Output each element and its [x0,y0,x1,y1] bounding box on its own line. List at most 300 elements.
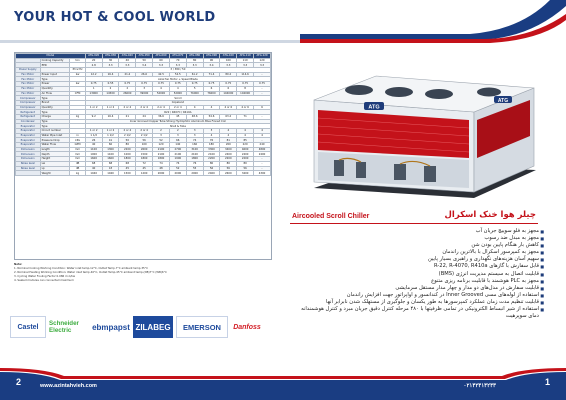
spec-col-header: ATG-060 [153,54,170,59]
spec-label: Water Flow [40,143,70,148]
spec-value: 1500 [119,171,136,176]
spec-col-header: ATG-040 [119,54,136,59]
spec-value: 4 [220,133,237,138]
spec-value: 240 [254,143,271,148]
spec-group: Dimension [16,157,41,162]
spec-value: 48.6 [186,114,203,119]
spec-value: 26 [85,138,102,143]
spec-group: Dimension [16,147,41,152]
spec-value: 14500 [102,91,119,96]
spec-value: 160 [186,143,203,148]
spec-value: 3.3 [169,63,186,68]
spec-unit: dB [70,161,85,166]
spec-label: Type [40,124,70,129]
feature-item: ■ کاهش بار هنگام پایین بودن شن [296,242,544,249]
spec-value: 30 [102,58,119,63]
spec-value: 72 [136,161,153,166]
spec-value: 90 [203,58,220,63]
header-swoosh [300,0,566,44]
feature-item: ■ سهیم آسان هزینه‌های نگهداری و راهبری بسیار پایین [296,256,544,263]
spec-value: 100 [136,143,153,148]
spec-value: 56 [237,166,254,171]
spec-value: 2 [119,86,136,91]
spec-value: 2 or 4 [136,129,153,134]
spec-value: Copeland [85,100,270,105]
spec-value: 3.3 [254,63,271,68]
spec-value: 2100 [153,152,170,157]
spec-group: Power Supply [16,68,41,73]
spec-value: Shell & Tube [85,124,270,129]
spec-value: 41 [102,138,119,143]
spec-value: 16.4 [102,72,119,77]
spec-value: 12.2 [85,72,102,77]
spec-group [16,171,41,176]
spec-value: 63.2 [220,114,237,119]
spec-group: Evaporator [16,133,41,138]
spec-value: 4 [254,133,271,138]
spec-value: 50 [136,58,153,63]
spec-group: Dimension [16,152,41,157]
spec-value: 1800 [119,157,136,162]
spec-value: 1 or 2 [85,129,102,134]
spec-value: 1100 [85,147,102,152]
spec-value: 4 [237,129,254,134]
spec-value: 3400 [237,171,254,176]
spec-value: 54.6 [203,114,220,119]
spec-value: 76000 [203,91,220,96]
spec-value: - [254,86,271,91]
spec-value: 3 / 380 / 50 [85,68,270,73]
spec-value: 3 [136,86,153,91]
spec-unit: ton [70,58,85,63]
spec-value: 1200 [136,171,153,176]
spec-group: Fan Motor [16,86,41,91]
spec-value: 120 [153,143,170,148]
spec-col-header: ATG-050 [136,54,153,59]
spec-value: 1300 [102,147,119,152]
spec-value: Axial fan Motor + Speed Blade [85,77,270,82]
spec-value: 21 [119,114,136,119]
spec-unit: mm [70,147,85,152]
spec-value: 45 [119,166,136,171]
spec-value: 39000 [136,91,153,96]
footer-phone: ۰۲۱۴۲۴۱۴۲۴۳ [463,383,496,389]
spec-value: 0.55 [102,82,119,87]
note-line: 3. Cycling Water Fouling Factor 0.086 m.C/kw [14,274,76,278]
spec-value: 2000 [169,171,186,176]
spec-label: Type [40,110,70,115]
spec-value: 2200 [220,157,237,162]
spec-value: 3.3 [186,63,203,68]
spec-value: 1800 [186,157,203,162]
spec-group: Evaporator [16,143,41,148]
feature-list [296,228,544,320]
spec-value: 4 or 6 [220,105,237,110]
spec-value: 4 [203,133,220,138]
spec-value: - [254,72,271,77]
spec-value: 1800 [136,157,153,162]
spec-value: 3.3 [102,63,119,68]
spec-value: 2 1/2 [136,133,153,138]
ebmpapst-logo: ebmpapst [92,316,130,338]
spec-group: Fan Motor [16,77,41,82]
spec-value: 104000 [237,91,254,96]
spec-value: 4 or 6 [237,105,254,110]
spec-label: Power Input [40,72,70,77]
page-number-right: 1 [544,377,550,387]
atg-badge-right: ATG [497,98,509,104]
feature-item: ■ استفاده از لوله‌های مسی Inner Grooved در کندانسور و اواپراتور جهت افزایش راندمان [296,292,544,299]
spec-value: 4600 [237,147,254,152]
spec-group: Evaporator [16,129,41,134]
spec-value: 3400 [220,147,237,152]
spec-value: 140 [169,143,186,148]
spec-value: 1900 [169,157,186,162]
spec-value: 2100 [153,147,170,152]
spec-value: 0.75 [119,82,136,87]
spec-value: 2600 [220,171,237,176]
spec-value: Inner Grooved Copper Tube Strong Hydrophilic Aluminum Blue Finned Coil [85,119,270,124]
spec-value: R22 / R407C / R410A [85,110,270,115]
feature-item: ■ مجهز به PLC هوشمند با قابلیت برنامه ریزی متنوع [296,278,544,285]
spec-value: 0.75 [203,82,220,87]
spec-value: 2 [102,86,119,91]
spec-value: 104000 [220,91,237,96]
spec-value: 8 [237,86,254,91]
spec-value: 40 [119,58,136,63]
spec-value: - [254,138,271,143]
spec-group: Noise level [16,161,41,166]
spec-label: length [40,147,70,152]
spec-value: 1040 [85,171,102,176]
spec-value: 9.2 [85,114,102,119]
spec-value: 220 [237,143,254,148]
spec-label: Height [40,157,70,162]
spec-value: 3.3 [119,63,136,68]
spec-value: 52 [169,166,186,171]
spec-value: 3300 [203,147,220,152]
spec-value: 1600 [102,157,119,162]
spec-value: 61.2 [186,72,203,77]
product-title-fa: چیلر هوا خنک اسکرال [444,210,536,220]
spec-label: Circuit number [40,129,70,134]
spec-value: 76 [203,138,220,143]
spec-value: 43 [102,166,119,171]
spec-value: - [254,91,271,96]
spec-value: 1 or 2 [102,129,119,134]
spec-col-header: ATG-100 [220,54,237,59]
spec-label: Type [40,77,70,82]
spec-value: 2 [169,129,186,134]
spec-group: Evaporator [16,124,41,129]
spec-value: 70 [169,58,186,63]
spec-value: 50 [119,138,136,143]
feature-item: ■ قابلیت سفارش در مدل‌های دو مدار و چهار مدار مستقل سرمایشی [296,285,544,292]
spec-unit: mm [70,152,85,157]
spec-value: 13000 [85,91,102,96]
spec-value: 0.75 [169,82,186,87]
spec-value: 74 [186,138,203,143]
spec-value: 1600 [85,157,102,162]
spec-unit: kg [70,114,85,119]
spec-value: 4 [220,129,237,134]
spec-value: 40 [85,166,102,171]
spec-value: 4 [254,129,271,134]
spec-value: 6 [254,105,271,110]
spec-col-header: ATG-020 [85,54,102,59]
spec-col-header: ATG-110 [237,54,254,59]
spec-value: 1000 [85,152,102,157]
spec-value: 2 or 4 [136,105,153,110]
spec-group: Condenser [16,119,41,124]
spec-value: 2100 [186,152,203,157]
spec-value: 1 [85,86,102,91]
spec-value: 2 or 4 [169,105,186,110]
spec-value: 0.75 [186,82,203,87]
spec-value: 2200 [119,147,136,152]
spec-value: 55 [186,166,203,171]
spec-value: 3100 [186,147,203,152]
spec-unit: dB [70,166,85,171]
spec-value: 40 [85,143,102,148]
spec-value: 52000 [169,91,186,96]
spec-value: 74 [169,161,186,166]
spec-value: 26.6 [136,72,153,77]
spec-table [14,52,272,260]
spec-label: Weight [40,171,70,176]
spec-value: 52000 [153,91,170,96]
spec-value: 16.4 [102,114,119,119]
note-line: 1. Nominal Cooling Working Condition: Water inlet temp.12°C, Outlet Temp.7°C ambient temp.35°C [14,266,148,270]
spec-value: 120 [254,58,271,63]
spec-value: 60 [102,143,119,148]
page-number-left: 2 [16,377,22,387]
note-line: 2. Nominal Heating Working Condition: Water inlet temp.40°C, Outlet Temp.45°C ambient temp.(DB)7°C (WB)6°C [14,270,167,274]
spec-label: Water Pipe Inlet [40,133,70,138]
spec-value: 2600 [136,147,153,152]
spec-label: Type [40,119,70,124]
spec-value: 2100 [203,152,220,157]
spec-value: 4 [169,86,186,91]
feature-item: ■ قابلیت اتصال به سیستم مدیریت انرژی (BMS) [296,271,544,278]
spec-value: 1100 [102,152,119,157]
header-stripe [0,40,300,43]
spec-label: EER [40,63,70,68]
spec-value: 2700 [169,147,186,152]
spec-label: Brand [40,100,70,105]
spec-value: 1800 [153,157,170,162]
spec-value: 48 [153,166,170,171]
spec-value: 2100 [169,152,186,157]
spec-value: 3 [186,133,203,138]
atg-badge-left: ATG [368,104,380,111]
spec-label: Power [40,82,70,87]
spec-value: 74 [153,161,170,166]
note-line: 4. Sealed modules can connected maximum [14,278,74,282]
spec-value: 2 or 4 [119,105,136,110]
spec-value: 1000 [119,152,136,157]
spec-value: Scroll [85,96,270,101]
spec-value: 80 [186,58,203,63]
spec-value: 4800 [254,147,271,152]
spec-row [16,171,271,176]
spec-value: 1 or 2 [85,105,102,110]
emerson-logo: EMERSON [176,316,228,338]
spec-value: 200 [220,143,237,148]
spec-value: 52 [153,138,170,143]
header-band [0,0,566,44]
spec-value: 3.3 [153,63,170,68]
spec-value: 68 [85,161,102,166]
spec-value: 3.3 [237,63,254,68]
spec-value: 3.4 [203,63,220,68]
spec-value: 66 [169,138,186,143]
spec-value: 20 [85,58,102,63]
spec-label: Pressure Drop [40,138,70,143]
spec-value: 3.4 [136,63,153,68]
spec-group: Compressor [16,105,41,110]
spec-value: 45 [169,114,186,119]
spec-value: 2400 [254,152,271,157]
product-photo [284,52,554,202]
chiller-illustration [304,60,544,200]
feature-item: ■ استفاده از شیر انبساط الکترونیکی در تمامی ظرفیتها با ۴۸۰ مرحله کنترل دقیق جریان مبرد و کنترل هوشمندانه دمای سوپرهیت [296,306,544,320]
spec-value: 2000 [186,171,203,176]
spec-value: 71.4 [203,72,220,77]
spec-col-model: Model [16,54,86,59]
spec-label: Quantity [40,105,70,110]
spec-value: 4 [186,105,203,110]
spec-group: Noise level [16,166,41,171]
spec-value: 2 [153,129,170,134]
feature-item: ■ قابل سفارش با گازهای R-22, R-4070, R410a [296,263,544,270]
spec-value: 180 [203,143,220,148]
spec-value: 3 [203,129,220,134]
spec-unit: kg [70,171,85,176]
spec-value: 80 [119,143,136,148]
spec-label: Type [40,96,70,101]
spec-value: 114.6 [237,72,254,77]
spec-value: 21.4 [119,72,136,77]
spec-value: 1500 [136,152,153,157]
spec-value: - [254,166,271,171]
spec-label: Quantity [40,86,70,91]
feature-item: ■ مجهز به فلو سوییچ جریان آب [296,228,544,235]
spec-value: 80 [237,161,254,166]
spec-value: 6 [220,86,237,91]
spec-value: 5 [186,86,203,91]
spec-group: Refrigerant [16,110,41,115]
feature-item: ■ مجهز به مبدل ضد رسوب [296,235,544,242]
spec-value: 81 [220,138,237,143]
spec-value: 76 [186,161,203,166]
spec-value: 3 [169,133,186,138]
spec-value: 2400 [203,171,220,176]
notes [14,262,272,282]
spec-value: 0.75 [136,82,153,87]
spec-col-header: ATG-090 [203,54,220,59]
spec-value: 80 [203,161,220,166]
castel-logo: Castel [10,316,46,338]
zilabeg-logo: ZILABEG [133,316,173,338]
spec-value: 4 [203,105,220,110]
spec-value: 68 [119,161,136,166]
spec-value: 80 [220,161,237,166]
spec-value: 3 [186,129,203,134]
spec-group: Fan Motor [16,91,41,96]
spec-value: 2200 [237,157,254,162]
schneider-logo: Schneider Electric [49,316,89,338]
spec-label: Lp [40,166,70,171]
spec-value: 0.75 [153,82,170,87]
spec-value: 0.75 [237,82,254,87]
spec-value: 52.5 [169,72,186,77]
spec-col-header: ATG-120 [254,54,271,59]
spec-value: 1 or 2 [102,105,119,110]
partner-logos [10,312,272,342]
spec-value: 2200 [203,157,220,162]
spec-group: Evaporator [16,138,41,143]
feature-item: ■ قابلیت تنظیم مدت زمان عملکرد کمپرسورها به طور یکسان و جلوگیری از مستهلک شدن نابرابر آنها [296,299,544,306]
spec-group: Refrigerant [16,114,41,119]
spec-value: 42.5 [153,72,170,77]
spec-value: 24 [136,114,153,119]
spec-value: 2400 [220,152,237,157]
spec-group: Compressor [16,100,41,105]
spec-unit: kw [70,82,85,87]
spec-value: 1 1/2 [102,133,119,138]
spec-value: 0.75 [85,82,102,87]
footer-website[interactable]: www.azintahvieh.com [40,383,97,389]
spec-unit: kw [70,72,85,77]
spec-value: 6 [203,86,220,91]
spec-value: 2090 [153,171,170,176]
spec-label: Depth [40,152,70,157]
spec-value: 26000 [119,91,136,96]
spec-col-header: ATG-070 [169,54,186,59]
spec-value: 4 [153,86,170,91]
spec-value: - [254,161,271,166]
spec-value: 2 or 4 [153,105,170,110]
spec-col-header: ATG-030 [102,54,119,59]
spec-value: 36.6 [153,114,170,119]
spec-value: 56 [220,166,237,171]
spec-value: 0.75 [220,82,237,87]
spec-value: 3 [153,133,170,138]
spec-unit: GPM [70,143,85,148]
spec-value: 76000 [186,91,203,96]
spec-value: 1040 [102,171,119,176]
product-title-en: Aircooled Scroll Chiller [292,213,370,220]
spec-unit: mm [70,157,85,162]
spec-value: 80.2 [220,72,237,77]
notes-title: Note: [14,262,23,266]
feature-item: ■ مجهز به کمپرسور اسکرال با بالاترین راندمان [296,249,544,256]
spec-value: 2400 [237,152,254,157]
spec-unit: CFM [70,91,85,96]
spec-value: 1 1/2 [85,133,102,138]
spec-value: 4 [237,133,254,138]
spec-value: 3.3 [220,63,237,68]
danfoss-logo: Danfoss [231,316,263,338]
spec-body [16,58,271,175]
spec-value: 60 [153,58,170,63]
title-divider [290,223,538,224]
spec-label: Charge [40,114,70,119]
spec-unit: in [70,133,85,138]
spec-value: 2 or 4 [119,129,136,134]
spec-group: Fan Motor [16,72,41,77]
